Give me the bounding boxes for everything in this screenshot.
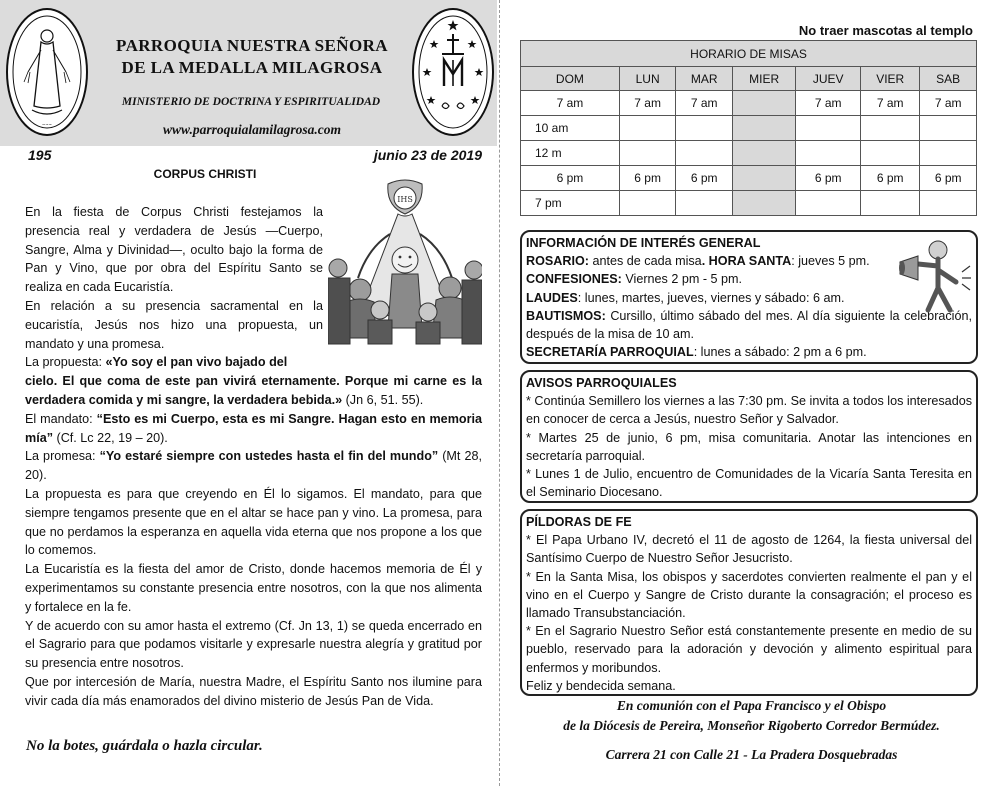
day-header: LUN — [619, 67, 676, 91]
schedule-cell: 7 am — [521, 91, 620, 116]
day-header: SAB — [920, 67, 977, 91]
mandato-reference: (Cf. Lc 22, 19 – 20). — [53, 430, 168, 445]
laudes-label: LAUDES — [526, 290, 578, 305]
megaphone-icon — [898, 236, 972, 316]
article-paragraph — [25, 353, 323, 372]
faith-pills-closing: Feliz y bendecida semana. — [526, 678, 676, 693]
schedule-cell — [796, 141, 861, 166]
laudes-text: : lunes, martes, jueves, viernes y sábado: 6 am. — [577, 290, 845, 305]
article-paragraph — [25, 410, 482, 448]
hora-santa-text: : jueves 5 pm. — [791, 254, 870, 269]
schedule-cell: 7 am — [676, 91, 733, 116]
schedule-cell — [796, 191, 861, 216]
faith-pill-item: * En el Sagrario Nuestro Señor está constantemente presente en medio de su pueblo, reservado para la adoración y devoción y alimento espiritual para enfermos y moribundos. — [526, 624, 972, 675]
notice-item: * Continúa Semillero los viernes a las 7:30 pm. Se invita a todos los interesados en conocer de cerca a Jesús, nuestro Señor y Salvador. — [526, 394, 972, 427]
propuesta-quote-end: cielo. El que coma de este pan vivirá eternamente. Porque mi carne es la verdadera comida y mi sangre, la verdadera bebida.» — [25, 374, 482, 407]
mandato-label: El mandato: — [25, 411, 97, 426]
bautismos-text: Cursillo, último sábado del mes. Al día siguiente la celebración, después de la misa de 10 am. — [526, 308, 972, 342]
faith-pills-heading: PÍLDORAS DE FE — [526, 515, 632, 529]
schedule-cell — [732, 191, 795, 216]
schedule-cell — [732, 141, 795, 166]
schedule-row — [521, 191, 977, 216]
article-title: CORPUS CHRISTI — [153, 167, 257, 181]
mass-schedule-table — [520, 40, 977, 216]
promesa-reference: (Mt 28, 20). — [25, 449, 482, 483]
rosario-text: antes de cada misa — [588, 254, 702, 269]
general-info-box — [520, 230, 978, 364]
day-header: MIER — [732, 67, 795, 91]
info-heading: INFORMACIÓN DE INTERÉS GENERAL — [526, 236, 761, 250]
bottom-note: No la botes, guárdala o hazla circular. — [26, 738, 263, 754]
article-body — [25, 203, 482, 711]
schedule-cell — [619, 141, 676, 166]
hora-santa-label: . HORA SANTA — [701, 254, 792, 269]
schedule-row — [521, 116, 977, 141]
promesa-label: La promesa: — [25, 449, 100, 464]
page-divider — [499, 0, 500, 786]
schedule-cell: 6 pm — [920, 166, 977, 191]
article-paragraph: En relación a su presencia sacramental en la eucaristía, Jesús nos hizo una propuesta, un mandato y una promesa. — [25, 298, 323, 351]
notices-heading: AVISOS PARROQUIALES — [526, 376, 677, 390]
schedule-cell: 6 pm — [619, 166, 676, 191]
parish-address: Carrera 21 con Calle 21 - La Pradera Dosquebradas — [605, 747, 898, 762]
parish-notices-box — [520, 370, 978, 503]
issue-number: 195 — [28, 147, 52, 163]
notice-item: * Lunes 1 de Julio, encuentro de Comunidades de la Vicaría Santa Teresita en el Seminario Diocesano. — [526, 467, 972, 500]
article-paragraph: Y de acuerdo con su amor hasta el extremo (Cf. Jn 13, 1) se queda encerrado en el Sagrario para que podamos visitarle y expresarle nuestra alegría y gratitud por su presencia entre nosotros. — [25, 618, 482, 671]
schedule-days-row — [521, 67, 977, 91]
pets-notice: No traer mascotas al templo — [798, 23, 973, 38]
rosario-label: ROSARIO: — [526, 254, 589, 269]
schedule-cell — [619, 116, 676, 141]
article-paragraph: Que por intercesión de María, nuestra Madre, el Espíritu Santo nos ilumine para vivir cada día más enamorados del divino misterio de Jesús Pan de Vida. — [25, 674, 482, 708]
propuesta-reference: (Jn 6, 51. 55). — [342, 392, 424, 407]
schedule-cell — [861, 191, 920, 216]
article-paragraph: La propuesta es para que creyendo en Él lo sigamos. El mandato, para que siempre tengamos presente que en el altar se hace pan y vino. La promesa, para que no perdamos la esperanza en aquella vida eterna que nos propone a los que lo comemos. — [25, 486, 482, 558]
bautismos-label: BAUTISMOS: — [526, 308, 606, 323]
propuesta-quote-start: «Yo soy el pan vivo bajado del — [105, 355, 288, 370]
left-page — [0, 0, 497, 786]
schedule-cell — [920, 116, 977, 141]
schedule-cell: 6 pm — [861, 166, 920, 191]
confesiones-text: Viernes 2 pm - 5 pm. — [621, 272, 743, 287]
schedule-row — [521, 141, 977, 166]
ministry-name: MINISTERIO DE DOCTRINA Y ESPIRITUALIDAD — [121, 96, 381, 108]
schedule-cell: 7 am — [619, 91, 676, 116]
article-paragraph — [25, 447, 482, 485]
schedule-cell — [619, 191, 676, 216]
parish-name-line2: DE LA MEDALLA MILAGROSA — [121, 58, 383, 77]
propuesta-label: La propuesta: — [25, 355, 106, 370]
schedule-cell: 10 am — [521, 116, 620, 141]
parish-name-line1: PARROQUIA NUESTRA SEÑORA — [116, 36, 388, 55]
schedule-cell — [920, 191, 977, 216]
schedule-cell — [796, 116, 861, 141]
schedule-cell: 6 pm — [676, 166, 733, 191]
schedule-cell: 6 pm — [521, 166, 620, 191]
article-paragraph: En la fiesta de Corpus Christi festejamos la presencia real y verdadera de Jesús —Cuerpo, Sangre, Alma y Divinidad—, oculto bajo la forma de Pan y Vino, que por obra del Espíritu Santo se realiza en cada Eucaristía. — [25, 205, 323, 295]
miraculous-medal-logo — [412, 8, 494, 136]
schedule-cell: 6 pm — [796, 166, 861, 191]
schedule-cell: 7 am — [920, 91, 977, 116]
mandato-quote: “Esto es mi Cuerpo, esta es mi Sangre. Hagan esto en memoria mía” — [25, 411, 482, 445]
schedule-cell — [732, 166, 795, 191]
svg-text:~~~: ~~~ — [41, 122, 53, 127]
notice-item: * Martes 25 de junio, 6 pm, misa comunitaria. Anotar las intenciones en secretaría parroquial. — [526, 430, 972, 463]
day-header: DOM — [521, 67, 620, 91]
day-header: VIER — [861, 67, 920, 91]
website-link[interactable]: www.parroquialamilagrosa.com — [162, 122, 342, 137]
schedule-cell — [676, 141, 733, 166]
schedule-row — [521, 91, 977, 116]
issue-date: junio 23 de 2019 — [373, 147, 482, 163]
schedule-cell — [861, 116, 920, 141]
secretaria-label: SECRETARÍA PARROQUIAL — [526, 345, 694, 360]
communion-line2: de la Diócesis de Pereira, Monseñor Rigoberto Corredor Bermúdez. — [563, 718, 940, 733]
schedule-cell: 7 am — [861, 91, 920, 116]
article-paragraph: La Eucaristía es la fiesta del amor de Cristo, donde hacemos memoria de Él y experimentamos su constante presencia entre nosotros, con la que nos alimenta y fortalece en la fe. — [25, 562, 482, 614]
schedule-cell: 7 am — [796, 91, 861, 116]
schedule-cell — [676, 116, 733, 141]
faith-pill-item: * En la Santa Misa, los obispos y sacerdotes convierten realmente el pan y el vino en el Cuerpo y Sangre de Cristo durante la consagración; el proceso es llamado Transubstanciación. — [526, 569, 972, 621]
schedule-cell — [732, 116, 795, 141]
ihs-text: IHS — [397, 195, 413, 204]
right-page — [503, 0, 1000, 786]
faith-pills-box — [520, 509, 978, 696]
schedule-cell — [861, 141, 920, 166]
day-header: JUEV — [796, 67, 861, 91]
virgin-mary-logo — [6, 8, 88, 136]
schedule-row — [521, 166, 977, 191]
schedule-cell — [676, 191, 733, 216]
day-header: MAR — [676, 67, 733, 91]
schedule-title: HORARIO DE MISAS — [521, 41, 977, 67]
secretaria-line — [526, 343, 972, 361]
schedule-cell — [920, 141, 977, 166]
faith-pill-item: * El Papa Urbano IV, decretó el 11 de agosto de 1264, la fiesta universal del Santísimo Cuerpo de Nuestro Señor Jesucristo. — [526, 533, 972, 566]
communion-line1: En comunión con el Papa Francisco y el Obispo — [616, 698, 887, 713]
schedule-cell: 7 pm — [521, 191, 620, 216]
promesa-quote: “Yo estaré siempre con ustedes hasta el fin del mundo” — [99, 449, 439, 464]
schedule-cell — [732, 91, 795, 116]
schedule-cell: 12 m — [521, 141, 620, 166]
secretaria-text: : lunes a sábado: 2 pm a 6 pm. — [693, 345, 867, 360]
article-paragraph — [25, 372, 482, 410]
confesiones-label: CONFESIONES: — [526, 272, 622, 287]
